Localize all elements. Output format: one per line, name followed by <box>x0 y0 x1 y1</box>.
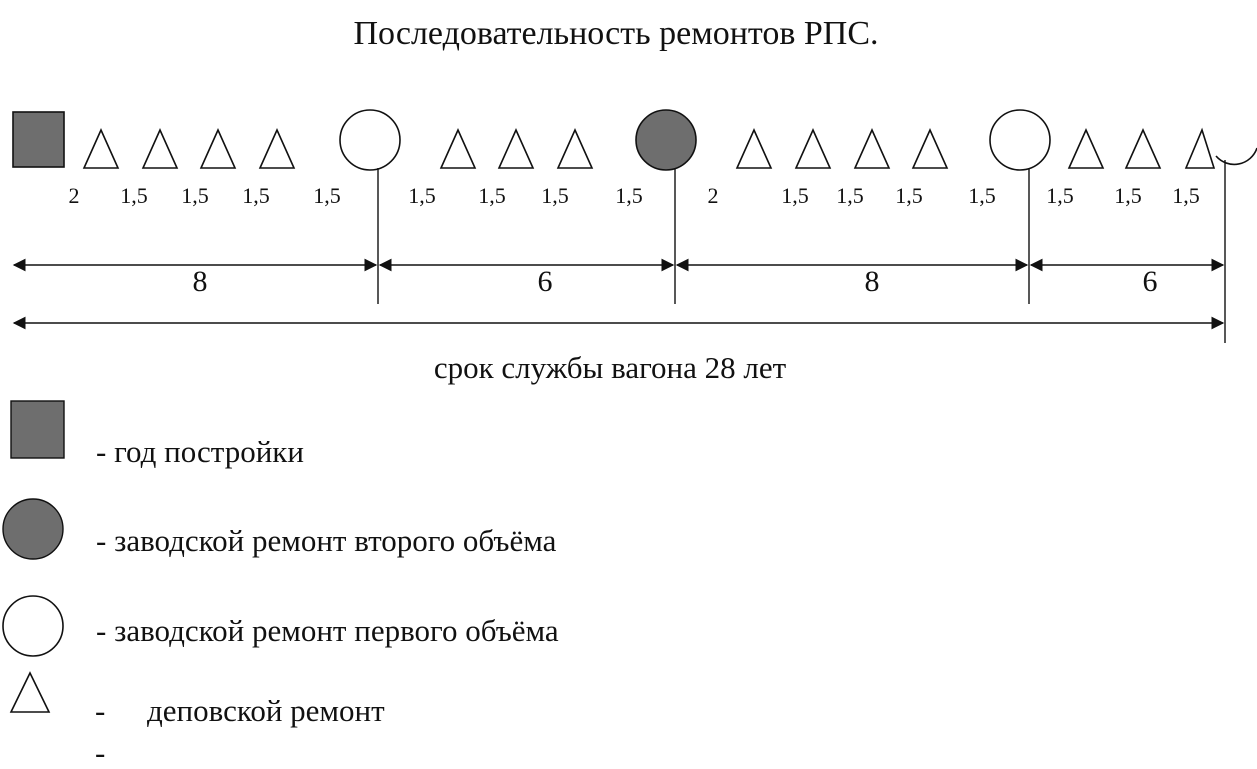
depot-repair-triangle-icon <box>441 130 475 168</box>
depot-repair-triangle-icon <box>855 130 889 168</box>
factory-repair-2-circle-icon <box>636 110 696 170</box>
interval-label: 1,5 <box>1046 183 1074 208</box>
interval-label: 1,5 <box>1114 183 1142 208</box>
factory-repair-1-circle-icon <box>990 110 1050 170</box>
diagram-title: Последовательность ремонтов РПС. <box>353 15 879 52</box>
depot-repair-triangle-icon <box>913 130 947 168</box>
segment-label: 6 <box>1142 265 1158 298</box>
depot-repair-triangle-icon <box>1186 130 1214 168</box>
interval-label: 1,5 <box>408 183 436 208</box>
segment-label: 6 <box>537 265 553 298</box>
factory-repair-1-circle-icon <box>340 110 400 170</box>
legend-build-year: - год постройки <box>96 434 304 469</box>
total-service-life-label: срок службы вагона 28 лет <box>433 350 787 385</box>
factory-repair-1-circle-icon <box>3 596 63 656</box>
legend-factory-repair-2: - заводской ремонт второго объёма <box>96 523 557 558</box>
interval-label: 1,5 <box>1172 183 1200 208</box>
build-year-square-icon <box>11 401 64 458</box>
interval-label: 1,5 <box>120 183 148 208</box>
interval-label: 1,5 <box>968 183 996 208</box>
interval-labels <box>69 183 1200 208</box>
factory-repair-1-circle-icon <box>1216 148 1257 164</box>
legend-factory-repair-1: - заводской ремонт первого объёма <box>96 613 559 648</box>
interval-label: 1,5 <box>615 183 643 208</box>
segment-label: 8 <box>192 265 208 298</box>
build-year-square-icon <box>13 112 64 167</box>
depot-repair-triangle-icon <box>558 130 592 168</box>
depot-repair-triangle-icon <box>499 130 533 168</box>
legend-depot-dash: - <box>95 693 106 728</box>
interval-label: 1,5 <box>895 183 923 208</box>
segment-label: 8 <box>864 265 880 298</box>
interval-label: 1,5 <box>836 183 864 208</box>
legend-extra-dash: - <box>95 735 106 769</box>
factory-repair-2-circle-icon <box>3 499 63 559</box>
interval-label: 1,5 <box>781 183 809 208</box>
depot-repair-triangle-icon <box>796 130 830 168</box>
interval-label: 1,5 <box>478 183 506 208</box>
depot-repair-triangle-icon <box>260 130 294 168</box>
interval-label: 2 <box>68 183 80 208</box>
depot-repair-triangle-icon <box>84 130 118 168</box>
depot-repair-triangle-icon <box>737 130 771 168</box>
depot-repair-triangle-icon <box>1069 130 1103 168</box>
legend-depot-repair: деповской ремонт <box>147 693 385 728</box>
repair-sequence <box>13 110 1257 170</box>
interval-label: 2 <box>707 183 719 208</box>
depot-repair-triangle-icon <box>201 130 235 168</box>
depot-repair-triangle-icon <box>1126 130 1160 168</box>
legend <box>3 401 559 769</box>
interval-label: 1,5 <box>541 183 569 208</box>
interval-label: 1,5 <box>313 183 341 208</box>
depot-repair-triangle-icon <box>11 673 49 712</box>
interval-label: 1,5 <box>181 183 209 208</box>
interval-label: 1,5 <box>242 183 270 208</box>
depot-repair-triangle-icon <box>143 130 177 168</box>
